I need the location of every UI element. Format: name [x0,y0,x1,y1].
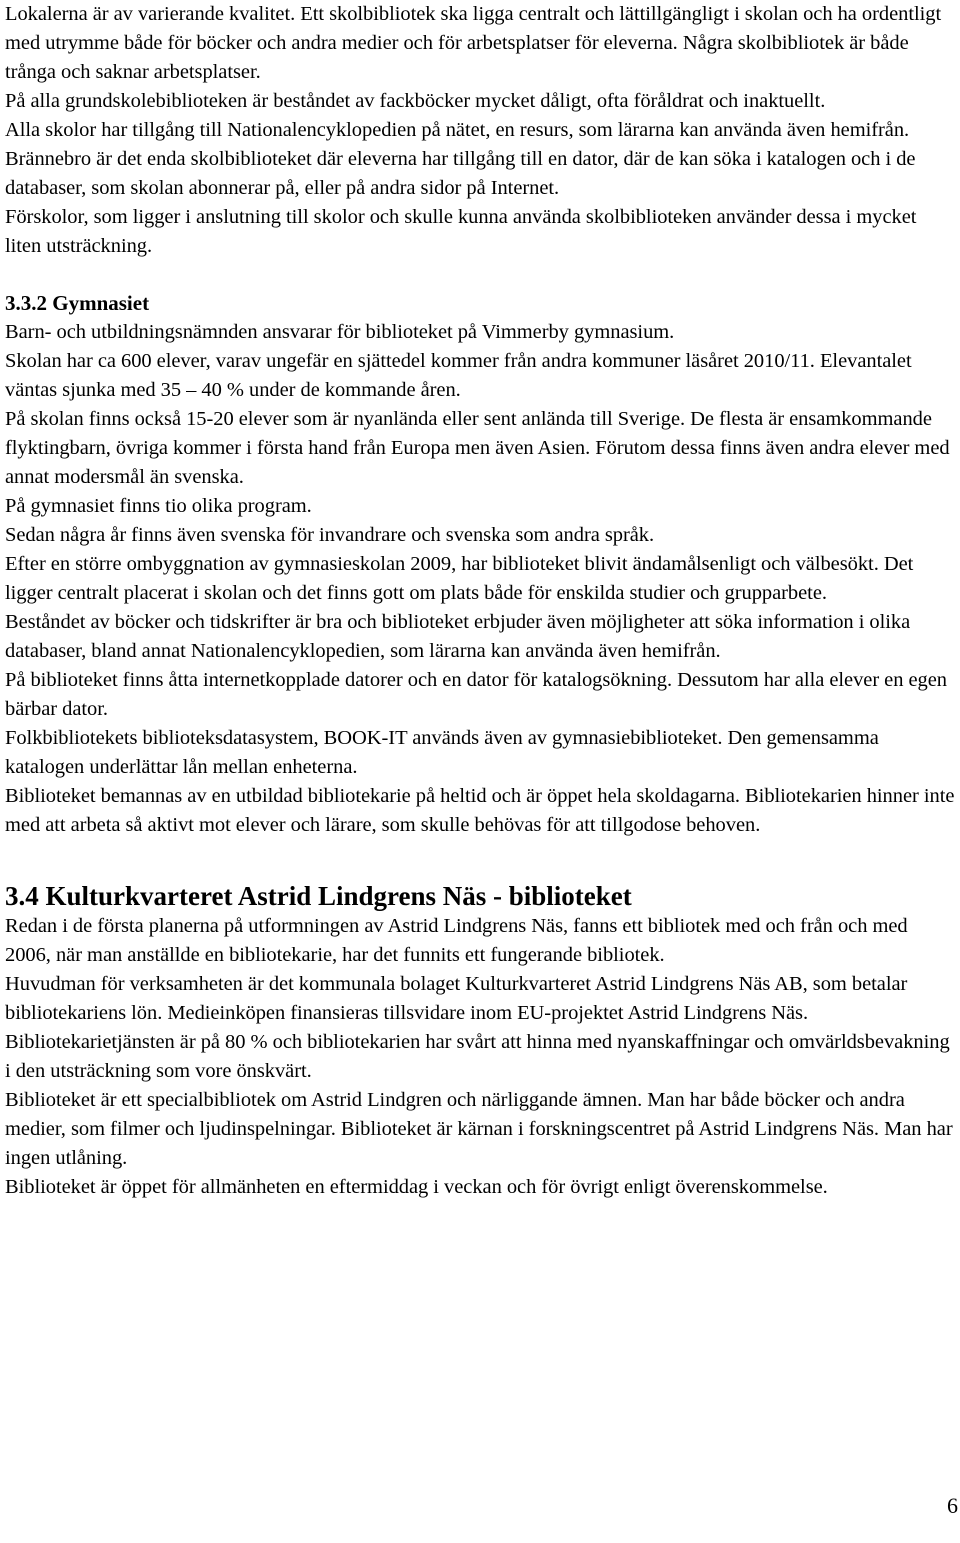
paragraph: Folkbibliotekets biblioteksdatasystem, BOOK-IT används även av gymnasiebiblioteket. Den gemensamma katalogen underlättar lån mellan enheterna. [5,727,879,778]
paragraph: Brännebro är det enda skolbiblioteket där eleverna har tillgång till en dator, där de kan söka i katalogen och i de databaser, som skolan abonnerar på, eller på andra sidor på Internet. [5,148,916,199]
paragraph: Efter en större ombyggnation av gymnasieskolan 2009, har biblioteket blivit ändamålsenligt och välbesökt. Det ligger centralt placerat i skolan och det finns gott om plats både för enskilda studier och grupparbete. [5,553,914,604]
paragraph: På alla grundskolebiblioteken är beståndet av fackböcker mycket dåligt, ofta föråldrat och inaktuellt. [5,90,826,112]
paragraph: På biblioteket finns åtta internetkopplade datorer och en dator för katalogsökning. Dessutom har alla elever en egen bärbar dator. [5,669,948,720]
paragraph: Skolan har ca 600 elever, varav ungefär en sjättedel kommer från andra kommuner läsåret 2010/11. Elevantalet väntas sjunka med 35 – 40 % under de kommande åren. [5,350,912,401]
paragraph: Biblioteket bemannas av en utbildad bibliotekarie på heltid och är öppet hela skoldagarna. Bibliotekarien hinner inte med att arbeta så aktivt mot elever och lärare, som skulle behövas för att tillgodose behoven. [5,785,955,836]
spacer [5,840,955,880]
paragraph: Biblioteket är öppet för allmänheten en eftermiddag i veckan och för övrigt enligt överenskommelse. [5,1176,828,1198]
paragraph: På skolan finns också 15-20 elever som är nyanlända eller sent anlända till Sverige. De flesta är ensamkommande flyktingbarn, övriga kommer i första hand från Europa men även Asien. Förutom dessa finns även andra elever med annat modersmål än svenska. [5,408,950,488]
document-page [5,0,955,1202]
section-kulturkvarteret [5,880,955,1202]
paragraph: Lokalerna är av varierande kvalitet. Ett skolbibliotek ska ligga centralt och lättillgängligt i skolan och ha ordentligt med utrymme både för böcker och andra medier och för arbetsplatser för eleverna. Några skolbibliotek är både trånga och saknar arbetsplatser. [5,3,942,83]
section-lokaler [5,0,955,261]
section-heading: 3.4 Kulturkvarteret Astrid Lindgrens Näs - biblioteket [5,881,632,911]
paragraph: Barn- och utbildningsnämnden ansvarar för biblioteket på Vimmerby gymnasium. [5,321,675,343]
paragraph: Huvudman för verksamheten är det kommunala bolaget Kulturkvarteret Astrid Lindgrens Näs AB, som betalar bibliotekariens lön. Medieinköpen finansieras tillsvidare inom EU-projektet Astrid Lindgrens Näs. [5,973,908,1024]
paragraph: Biblioteket är ett specialbibliotek om Astrid Lindgren och närliggande ämnen. Man har både böcker och andra medier, som filmer och ljudinspelningar. Biblioteket är kärnan i forskningscentret på Astrid Lindgrens Näs. Man har ingen utlåning. [5,1089,953,1169]
paragraph: Alla skolor har tillgång till Nationalencyklopedien på nätet, en resurs, som lärarna kan använda även hemifrån. [5,119,910,141]
section-heading: 3.3.2 Gymnasiet [5,291,150,315]
page-number: 6 [947,1493,958,1518]
paragraph: Bibliotekarietjänsten är på 80 % och bibliotekarien har svårt att hinna med nyanskaffningar och omvärldsbevakning i den utsträckning som vore önskvärt. [5,1031,950,1082]
spacer [5,261,955,288]
paragraph: Förskolor, som ligger i anslutning till skolor och skulle kunna använda skolbiblioteken använder dessa i mycket liten utsträckning. [5,206,917,257]
paragraph: Sedan några år finns även svenska för invandrare och svenska som andra språk. [5,524,655,546]
paragraph: På gymnasiet finns tio olika program. [5,495,312,517]
paragraph: Redan i de första planerna på utformningen av Astrid Lindgrens Näs, fanns ett bibliotek med och från och med 2006, när man anställde en bibliotekarie, har det funnits ett fungerande bibliotek. [5,915,908,966]
paragraph: Beståndet av böcker och tidskrifter är bra och biblioteket erbjuder även möjligheter att söka information i olika databaser, bland annat Nationalencyklopedien, som lärarna kan använda även hemifrån. [5,611,911,662]
section-gymnasiet [5,288,955,840]
